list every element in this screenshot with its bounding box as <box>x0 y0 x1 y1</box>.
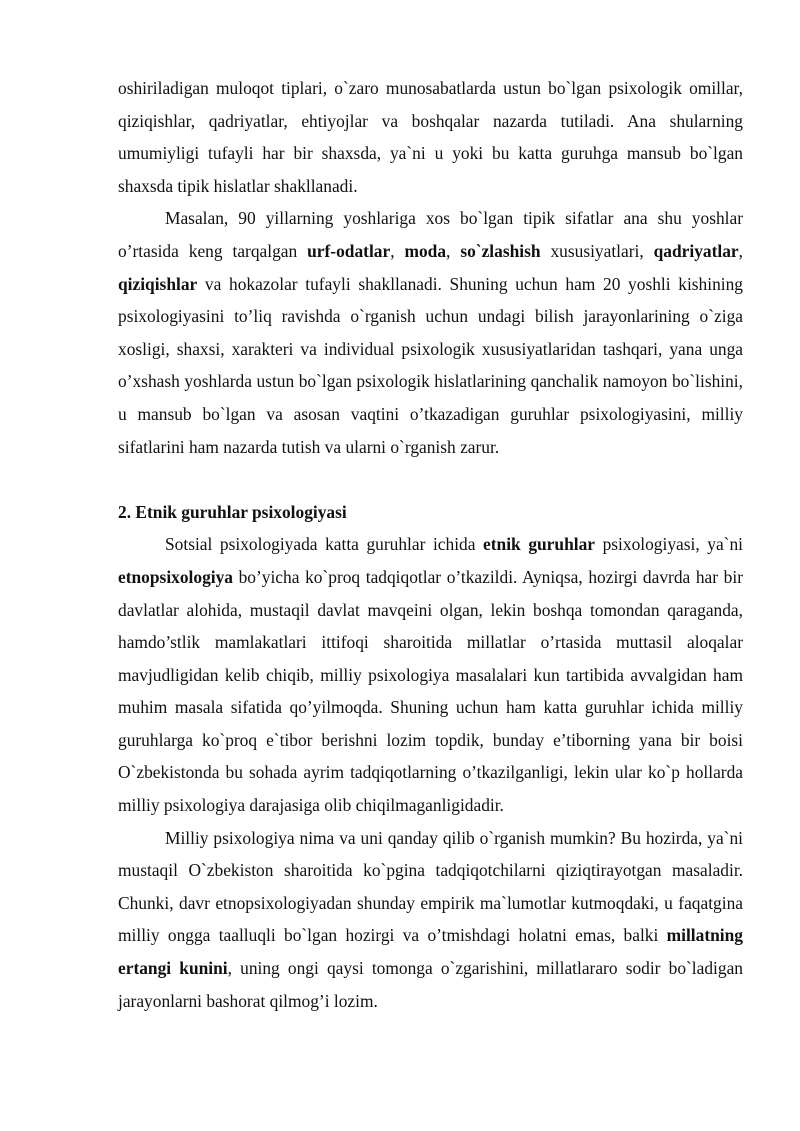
emphasis-moda: moda <box>404 240 447 261</box>
text-run: va hokazolar tufayli shakllanadi. Shuning uchun ham 20 yoshli kishining psixologiyasini to’liq ravishda o`rganish uchun undagi bilish jarayonlarining o`ziga xosligi, shaxsi, xarakteri va individual psixologik xususiyatlaridan tashqari, yana unga o’xshash yoshlarda ustun bo`lgan psixologik hislatlarining qanchalik namoyon bo`lishini, u mansub bo`lgan va asosan vaqtini o’tkazadigan guruhlar psixologiyasini, milliy sifatlarini ham nazarda tutish va ularni o`rganish zarur. <box>118 273 743 457</box>
paragraph-etnopsixologiya <box>118 528 743 821</box>
text-run: , <box>390 240 405 261</box>
text-run: psixologiyasi, ya`ni <box>595 534 744 555</box>
paragraph-milliy-psixologiya <box>118 822 743 1018</box>
paragraph-continuation <box>118 72 743 202</box>
text-run: , <box>738 240 744 261</box>
emphasis-qadriyatlar: qadriyatlar <box>653 240 739 261</box>
paragraph-text: oshiriladigan muloqot tiplari, o`zaro munosabatlarda ustun bo`lgan psixologik omillar, qiziqishlar, qadriyatlar, ehtiyojlar va boshqalar nazarda tutiladi. Ana shularning umumiyligi tufayli har bir shaxsda, ya`ni u yoki bu katta guruhga mansub bo`lgan shaxsda tipik hislatlar shakllanadi. <box>118 78 743 196</box>
text-run: , <box>446 240 461 261</box>
text-run: , uning ongi qaysi tomonga o`zgarishini, millatlararo sodir bo`ladigan jarayonlarni bashorat qilmog’i lozim. <box>118 958 743 1011</box>
text-run: Masalan, 90 yillarning yoshlariga xos bo`lgan tipik sifatlar ana shu yoshlar o’rtasida keng tarqalgan <box>118 208 743 261</box>
emphasis-millatning-ertangi-kunini: millatning ertangi kunini <box>118 925 743 979</box>
text-run: bo’yicha ko`proq tadqiqotlar o’tkazildi. Ayniqsa, hozirgi davrda har bir davlatlar alohida, mustaqil davlat mavqeini olgan, lekin boshqa tomondan qaraganda, hamdo’stlik mamlakatlari ittifoqi sharoitida millatlar o’rtasida muttasil aloqalar mavjudligidan kelib chiqib, milliy psixologiya masalalari kun tartibida avvalgidan ham muhim masala sifatida qo’yilmoqda. Shuning uchun ham katta guruhlar ichida milliy guruhlarga ko`proq e`tibor berishni lozim topdik, bunday e’tiborning yana bir boisi O`zbekistonda bu sohada ayrim tadqiqotlarning o’tkazilganligi, lekin ular ko`p hollarda milliy psixologiya darajasiga olib chiqilmaganligidadir. <box>118 566 743 816</box>
emphasis-etnik-guruhlar: etnik guruhlar <box>483 534 595 555</box>
emphasis-qiziqishlar: qiziqishlar <box>118 273 198 294</box>
text-run: Sotsial psixologiyada katta guruhlar ichida <box>165 534 484 555</box>
emphasis-etnopsixologiya: etnopsixologiya <box>118 566 233 587</box>
emphasis-sozlashish: so`zlashish <box>460 240 541 261</box>
section-heading: 2. Etnik guruhlar psixologiyasi <box>118 501 347 522</box>
text-run: Milliy psixologiya nima va uni qanday qilib o`rganish mumkin? Bu hozirda, ya`ni mustaqil O`zbekiston sharoitida ko`pgina tadqiqotchilarni qiziqtirayotgan masaladir. Chunki, davr etnopsixologiyadan shunday empirik ma`lumotlar kutmoqdaki, u faqatgina milliy ongga taalluqli bo`lgan hozirgi va o’tmishdagi holatni emas, balki <box>118 827 743 946</box>
emphasis-urf-odatlar: urf-odatlar <box>307 240 391 261</box>
text-run: xususiyatlari, <box>540 240 654 261</box>
paragraph-youth-example <box>118 202 743 463</box>
document-body <box>118 72 743 1017</box>
